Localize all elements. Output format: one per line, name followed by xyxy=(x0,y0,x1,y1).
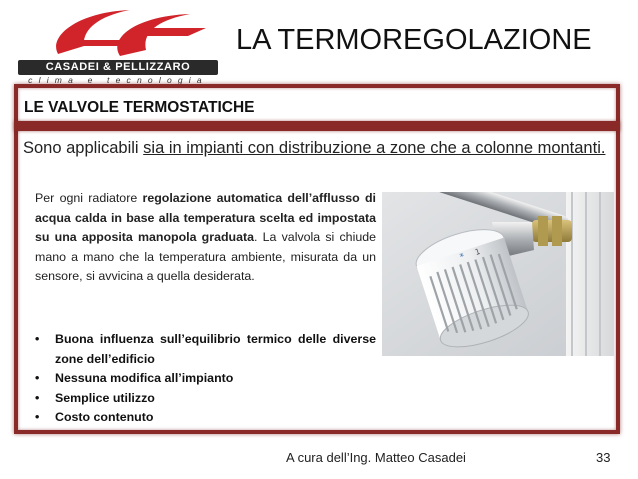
svg-text:1: 1 xyxy=(473,246,482,258)
thermostatic-valve-icon xyxy=(382,192,614,356)
list-item: • Buona influenza sull’equilibrio termico delle diverse zone dell’edificio xyxy=(35,330,376,369)
intro-underlined: sia in impianti con distribuzione a zone che a colonne montanti. xyxy=(143,139,606,157)
logo-name: CASADEI & PELLIZZARO xyxy=(18,60,218,75)
paragraph-lead: Per ogni radiatore xyxy=(35,191,143,205)
paragraph-rest: . La valvola si chiude mano a mano che la temperatura ambiente, misurata da un sensore, si avvicina a quella desiderata. xyxy=(35,230,376,283)
footer-author: A cura dell’Ing. Matteo Casadei xyxy=(286,450,466,465)
section-subtitle: LE VALVOLE TERMOSTATICHE xyxy=(24,99,255,116)
list-item: • Nessuna modifica all’impianto xyxy=(35,369,376,389)
svg-text:*: * xyxy=(458,252,467,263)
logo-tagline: clima e tecnologia xyxy=(28,75,208,85)
paragraph-bold: regolazione automatica dell’afflusso di acqua calda in base alla temperatura scelta ed impostata su una apposita manopola graduata xyxy=(35,191,376,244)
company-logo xyxy=(16,6,212,84)
list-item: • Costo contenuto xyxy=(35,408,376,428)
thermostatic-valve-photo xyxy=(382,192,614,356)
subtitle-divider xyxy=(14,121,620,131)
benefits-list xyxy=(35,330,376,428)
description-paragraph xyxy=(35,189,376,287)
logo-swoosh-icon xyxy=(38,6,208,62)
page-number: 33 xyxy=(596,450,611,465)
page-title: LA TERMOREGOLAZIONE xyxy=(236,24,592,56)
list-item: • Semplice utilizzo xyxy=(35,389,376,409)
intro-text xyxy=(23,136,617,160)
intro-plain: Sono applicabili xyxy=(23,139,144,157)
